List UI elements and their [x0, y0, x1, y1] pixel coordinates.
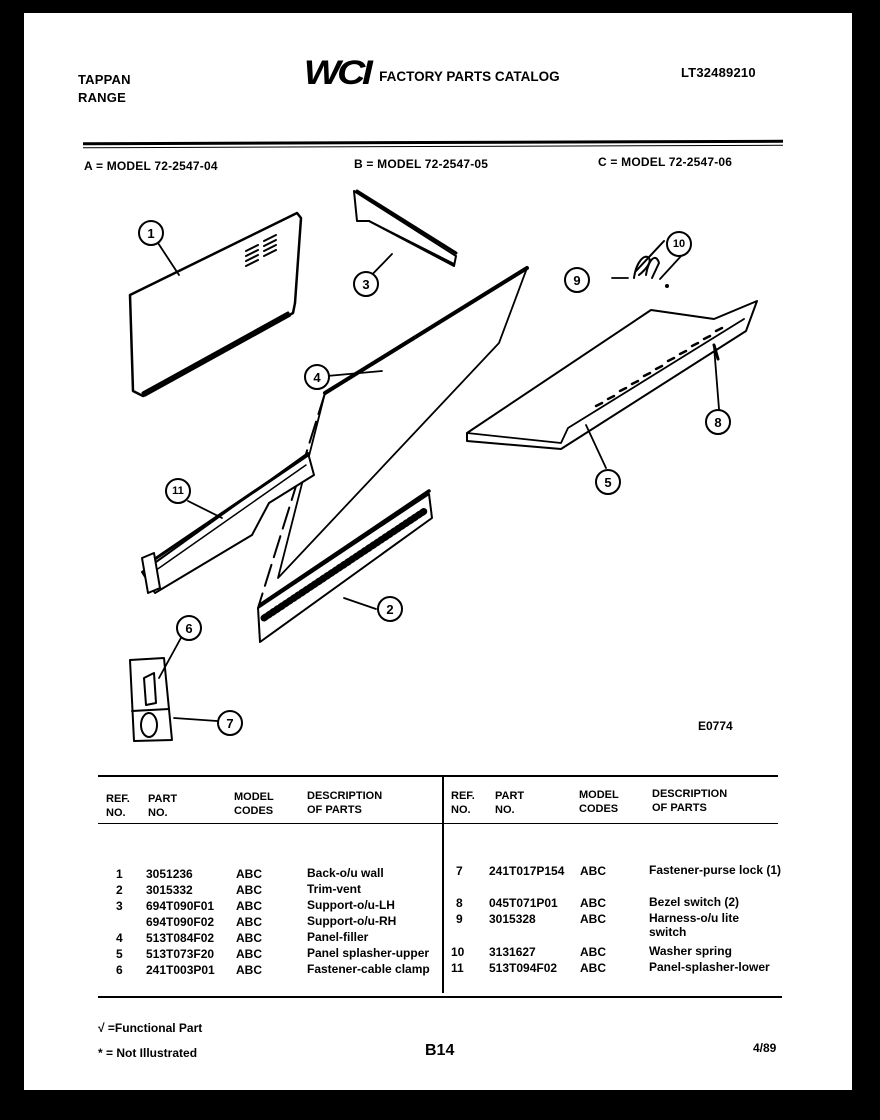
part-10-washer	[666, 285, 669, 288]
catalog-title: FACTORY PARTS CATALOG	[379, 69, 560, 84]
callout-7: 7	[217, 710, 243, 736]
callout-2: 2	[377, 596, 403, 622]
catalog-page: TAPPAN RANGE WCI FACTORY PARTS CATALOG LT32489210 A = MODEL 72-2547-04 B = MODEL 72-2547-05 C = MODEL 72-2547-06 1 2 3 4 5 6 7 8 9 10 11 E0774 REF. NO. PART NO. MODEL CODES DESCRIPTION OF PARTS REF. NO. PART NO. MODEL CODES DESCRIPTION OF PARTS 1 3051236 ABC Back-o/u wall 2 3015332 ABC Trim-vent 3 694T090F01 ABC Support-o/u-LH 694T090F02 ABC Support-o/u-RH 4 513T084F02 ABC Panel-filler 5 513T073F20 ABC Panel splasher-upper 6 241T003P01 ABC Fastener-cable clamp 7 241T017P154 ABC Fastener-purse lock (1) 8 045T071P01 ABC Bezel switch (2) 9 3015328 ABC Harness-o/u lite switch 10 3131627 ABC Washer spring 11 513T094F02 ABC Panel-splasher-lower √ =Functional Part * = Not Illustrated B14 4/89	[24, 13, 852, 1090]
appliance-type: RANGE	[78, 90, 126, 105]
model-b: B = MODEL 72-2547-05	[354, 157, 489, 171]
callout-9: 9	[564, 267, 590, 293]
part-3-support	[354, 191, 456, 266]
callout-10: 10	[666, 231, 692, 257]
model-a: A = MODEL 72-2547-04	[84, 159, 218, 173]
table-top-rule	[98, 775, 778, 777]
page-code: B14	[425, 1042, 455, 1059]
brand-name: TAPPAN	[78, 72, 131, 87]
legend-functional-part: √ =Functional Part	[98, 1021, 203, 1035]
col-model-header-right: MODEL CODES	[579, 789, 619, 815]
wci-logo: WCI	[303, 54, 370, 92]
callout-8: 8	[705, 409, 731, 435]
col-ref-header-right: REF. NO.	[451, 790, 475, 816]
col-ref-header: REF. NO.	[106, 793, 130, 819]
col-part-header-right: PART NO.	[495, 790, 525, 816]
part-9-harness	[634, 241, 664, 278]
callout-3: 3	[353, 271, 379, 297]
callout-11: 11	[165, 478, 191, 504]
legend-not-illustrated: * = Not Illustrated	[98, 1046, 198, 1060]
col-desc-header-right: DESCRIPTION OF PARTS	[652, 788, 728, 814]
catalog-number: LT32489210	[681, 65, 756, 80]
table-divider	[442, 775, 444, 993]
table-header-rule	[98, 823, 778, 824]
part-11-splasher-lower	[142, 453, 314, 593]
col-desc-header: DESCRIPTION OF PARTS	[307, 790, 383, 816]
table-bottom-rule	[98, 996, 782, 998]
exploded-parts-diagram	[24, 13, 852, 773]
model-c: C = MODEL 72-2547-06	[598, 155, 733, 169]
callout-5: 5	[595, 469, 621, 495]
callout-4: 4	[304, 364, 330, 390]
parts-6-7-box	[130, 658, 172, 741]
callout-1: 1	[138, 220, 164, 246]
callout-6: 6	[176, 615, 202, 641]
col-model-header: MODEL CODES	[234, 791, 274, 817]
revision-date: 4/89	[753, 1041, 777, 1055]
diagram-code: E0774	[698, 719, 733, 733]
col-part-header: PART NO.	[148, 793, 178, 819]
